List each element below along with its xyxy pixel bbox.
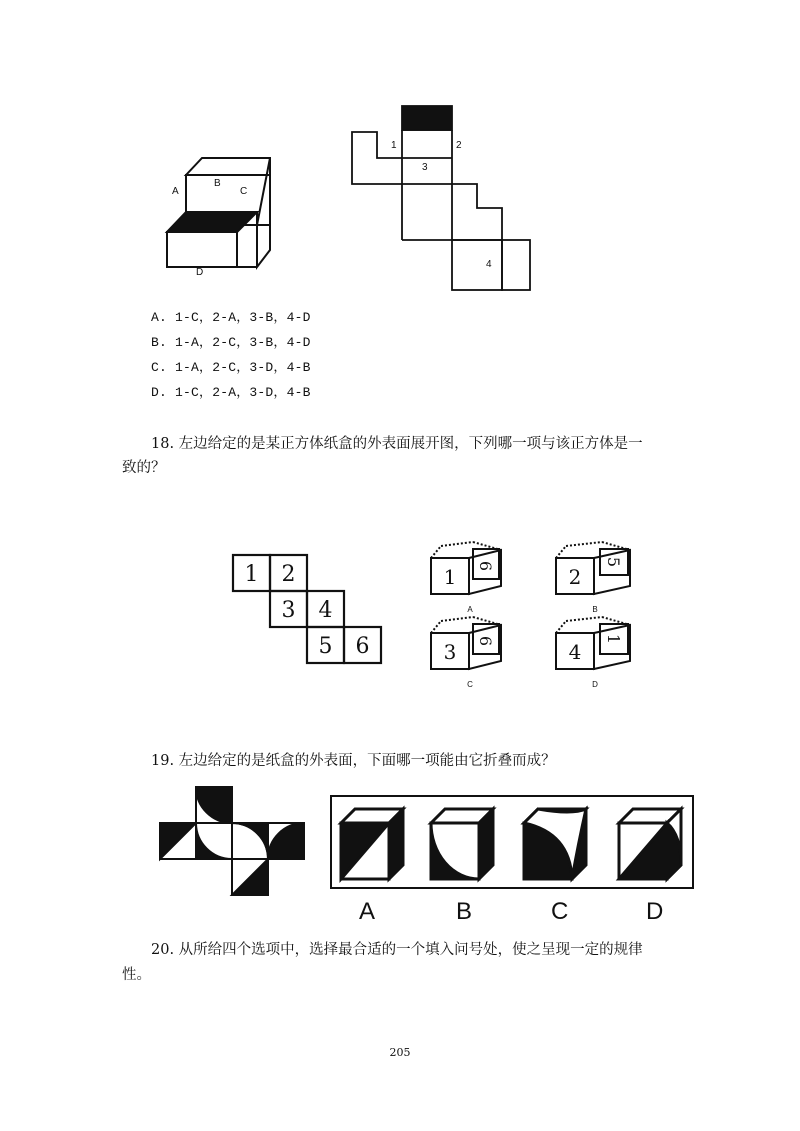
net-number-2: 2	[281, 562, 296, 587]
q18-choice-a	[425, 540, 515, 615]
q19-choice-c-cube	[520, 805, 595, 885]
net-number-6: 6	[355, 634, 370, 659]
q19-choice-b-letter: B	[456, 898, 473, 925]
choice-d-front-number: 4	[568, 640, 582, 664]
net-label-2: 2	[456, 140, 462, 151]
q20-question-line2: 性。	[122, 967, 151, 983]
choice-a-side-number: 6	[476, 560, 495, 572]
q19-net-figure	[158, 785, 308, 897]
lower-top-face-black	[167, 212, 257, 232]
choice-b-front-number: 2	[568, 565, 582, 589]
net-number-4: 4	[318, 598, 333, 623]
q18-choice-c	[425, 615, 515, 690]
net-number-1: 1	[244, 562, 259, 587]
choice-c-letter: C	[467, 680, 473, 689]
q19-choice-d-letter: D	[646, 898, 664, 925]
net-label-4: 4	[486, 259, 492, 270]
choice-a-letter: A	[467, 605, 473, 614]
choice-a-front-number: 1	[443, 565, 457, 589]
q19-choice-d-cube	[615, 805, 690, 885]
net-label-3: 3	[422, 162, 428, 173]
q19-choice-b-cube	[427, 805, 502, 885]
q19-choice-a-letter: A	[359, 898, 376, 925]
choice-c-side-number: 6	[476, 635, 495, 647]
label-b: B	[214, 178, 221, 189]
q17-net-figure	[345, 100, 535, 295]
q19-question: 19. 左边给定的是纸盒的外表面，下面哪一项能由它折叠而成？	[151, 753, 556, 769]
choice-d-side-number: 1	[604, 633, 623, 645]
q17-option-a: A. 1-C，2-A，3-B，4-D	[151, 310, 311, 325]
q18-question-line2: 致的？	[122, 460, 166, 476]
q18-net-figure	[230, 552, 385, 667]
net-black-face	[402, 106, 452, 130]
q19-choice-a-cube	[337, 805, 412, 885]
label-d: D	[196, 267, 204, 278]
choice-c-front-number: 3	[443, 640, 457, 664]
q19-choice-c-letter: C	[551, 898, 569, 925]
label-a: A	[172, 186, 179, 197]
net-number-5: 5	[318, 634, 333, 659]
lower-front-face	[167, 232, 237, 267]
q18-question-line1: 18. 左边给定的是某正方体纸盒的外表面展开图，下列哪一项与该正方体是一	[151, 436, 643, 452]
q18-choice-b	[550, 540, 640, 615]
q20-question-line1: 20. 从所给四个选项中，选择最合适的一个填入问号处，使之呈现一定的规律	[151, 942, 643, 958]
choice-b-letter: B	[592, 605, 598, 614]
choice-b-side-number: 5	[604, 556, 623, 568]
q17-option-b: B. 1-A，2-C，3-B，4-D	[151, 335, 311, 350]
choice-d-letter: D	[592, 680, 598, 689]
q17-stair-figure	[160, 150, 285, 280]
label-c: C	[240, 186, 248, 197]
page-number: 205	[389, 1046, 411, 1059]
net-number-3: 3	[281, 598, 296, 623]
net-label-1: 1	[391, 140, 397, 151]
q17-option-c: C. 1-A，2-C，3-D，4-B	[151, 360, 311, 375]
net-face-right	[502, 240, 530, 290]
upper-top-face	[186, 158, 270, 175]
q17-option-d: D. 1-C，2-A，3-D，4-B	[151, 385, 311, 400]
q18-choice-d	[550, 615, 640, 690]
net-face-4	[452, 240, 502, 290]
